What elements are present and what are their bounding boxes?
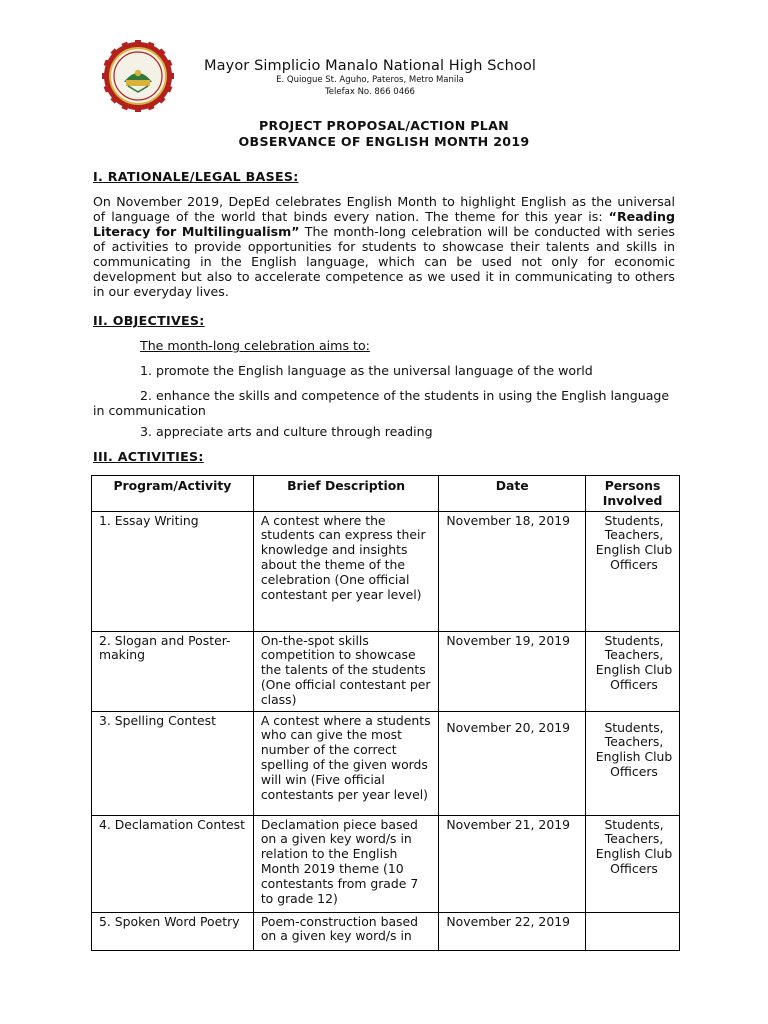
rationale-text-1: On November 2019, DepEd celebrates English Month to highlight English as the universal of language of the world that binds every nation. The theme for this year is: [93, 194, 675, 224]
column-header-program: Program/Activity [92, 476, 254, 512]
cell-date: November 19, 2019 [439, 631, 586, 711]
cell-program: 5. Spoken Word Poetry [92, 912, 254, 950]
objectives-heading: II. OBJECTIVES: [93, 313, 205, 328]
table-row [92, 912, 680, 950]
cell-persons: Students, Teachers, English Club Officers [586, 511, 680, 631]
rationale-theme: “Reading Literacy for Multilingualism” [93, 209, 675, 239]
column-header-date: Date [439, 476, 586, 512]
school-address: E. Quiogue St. Aguho, Pateros, Metro Manila [276, 75, 464, 85]
rationale-text-2: The month-long celebration will be conducted with series of activities to provide opportunities for students to showcase their talents and skills in communicating in the English language, which can be used not only for economic development but also to accelerate competence as we used it in communicating to others in our everyday lives. [93, 224, 675, 299]
school-telefax: Telefax No. 866 0466 [325, 87, 415, 97]
objective-item: 2. enhance the skills and competence of the students in using the English language in communication [93, 388, 670, 418]
rationale-heading: I. RATIONALE/LEGAL BASES: [93, 169, 299, 184]
table-row [92, 631, 680, 711]
title-line-2: OBSERVANCE OF ENGLISH MONTH 2019 [238, 134, 530, 149]
cell-description: Poem-construction based on a given key word/s in [253, 912, 439, 950]
cell-program: 1. Essay Writing [92, 511, 254, 631]
table-row [92, 815, 680, 912]
activities-heading: III. ACTIVITIES: [93, 449, 204, 464]
cell-program: 2. Slogan and Poster-making [92, 631, 254, 711]
cell-persons: Students, Teachers, English Club Officers [586, 631, 680, 711]
cell-persons: Students, Teachers, English Club Officers [586, 711, 680, 815]
cell-program: 3. Spelling Contest [92, 711, 254, 815]
column-header-persons: Persons Involved [586, 476, 680, 512]
table-row [92, 511, 680, 631]
title-line-1: PROJECT PROPOSAL/ACTION PLAN [259, 118, 509, 133]
document-title [0, 118, 768, 150]
cell-date: November 18, 2019 [439, 511, 586, 631]
cell-date: November 20, 2019 [439, 711, 586, 815]
cell-persons: Students, Teachers, English Club Officers [586, 815, 680, 912]
table-row [92, 711, 680, 815]
objective-item: 1. promote the English language as the universal language of the world [140, 363, 593, 378]
objective-item: 3. appreciate arts and culture through reading [140, 424, 433, 439]
cell-description: A contest where a students who can give the most number of the correct spelling of the given words will win (Five official contestants per year level) [253, 711, 439, 815]
school-seal-logo [102, 40, 174, 112]
activities-table [91, 475, 680, 951]
column-header-description: Brief Description [253, 476, 439, 512]
cell-program: 4. Declamation Contest [92, 815, 254, 912]
school-header [190, 58, 550, 98]
cell-persons [586, 912, 680, 950]
school-name: Mayor Simplicio Manalo National High School [204, 58, 536, 74]
rationale-paragraph [93, 194, 675, 299]
table-header-row [92, 476, 680, 512]
cell-description: On-the-spot skills competition to showcase the talents of the students (One official contestant per class) [253, 631, 439, 711]
cell-date: November 21, 2019 [439, 815, 586, 912]
cell-date: November 22, 2019 [439, 912, 586, 950]
cell-description: Declamation piece based on a given key word/s in relation to the English Month 2019 theme (10 contestants from grade 7 to grade 12) [253, 815, 439, 912]
cell-description: A contest where the students can express their knowledge and insights about the theme of the celebration (One official contestant per year level) [253, 511, 439, 631]
objectives-intro: The month-long celebration aims to: [140, 338, 370, 353]
